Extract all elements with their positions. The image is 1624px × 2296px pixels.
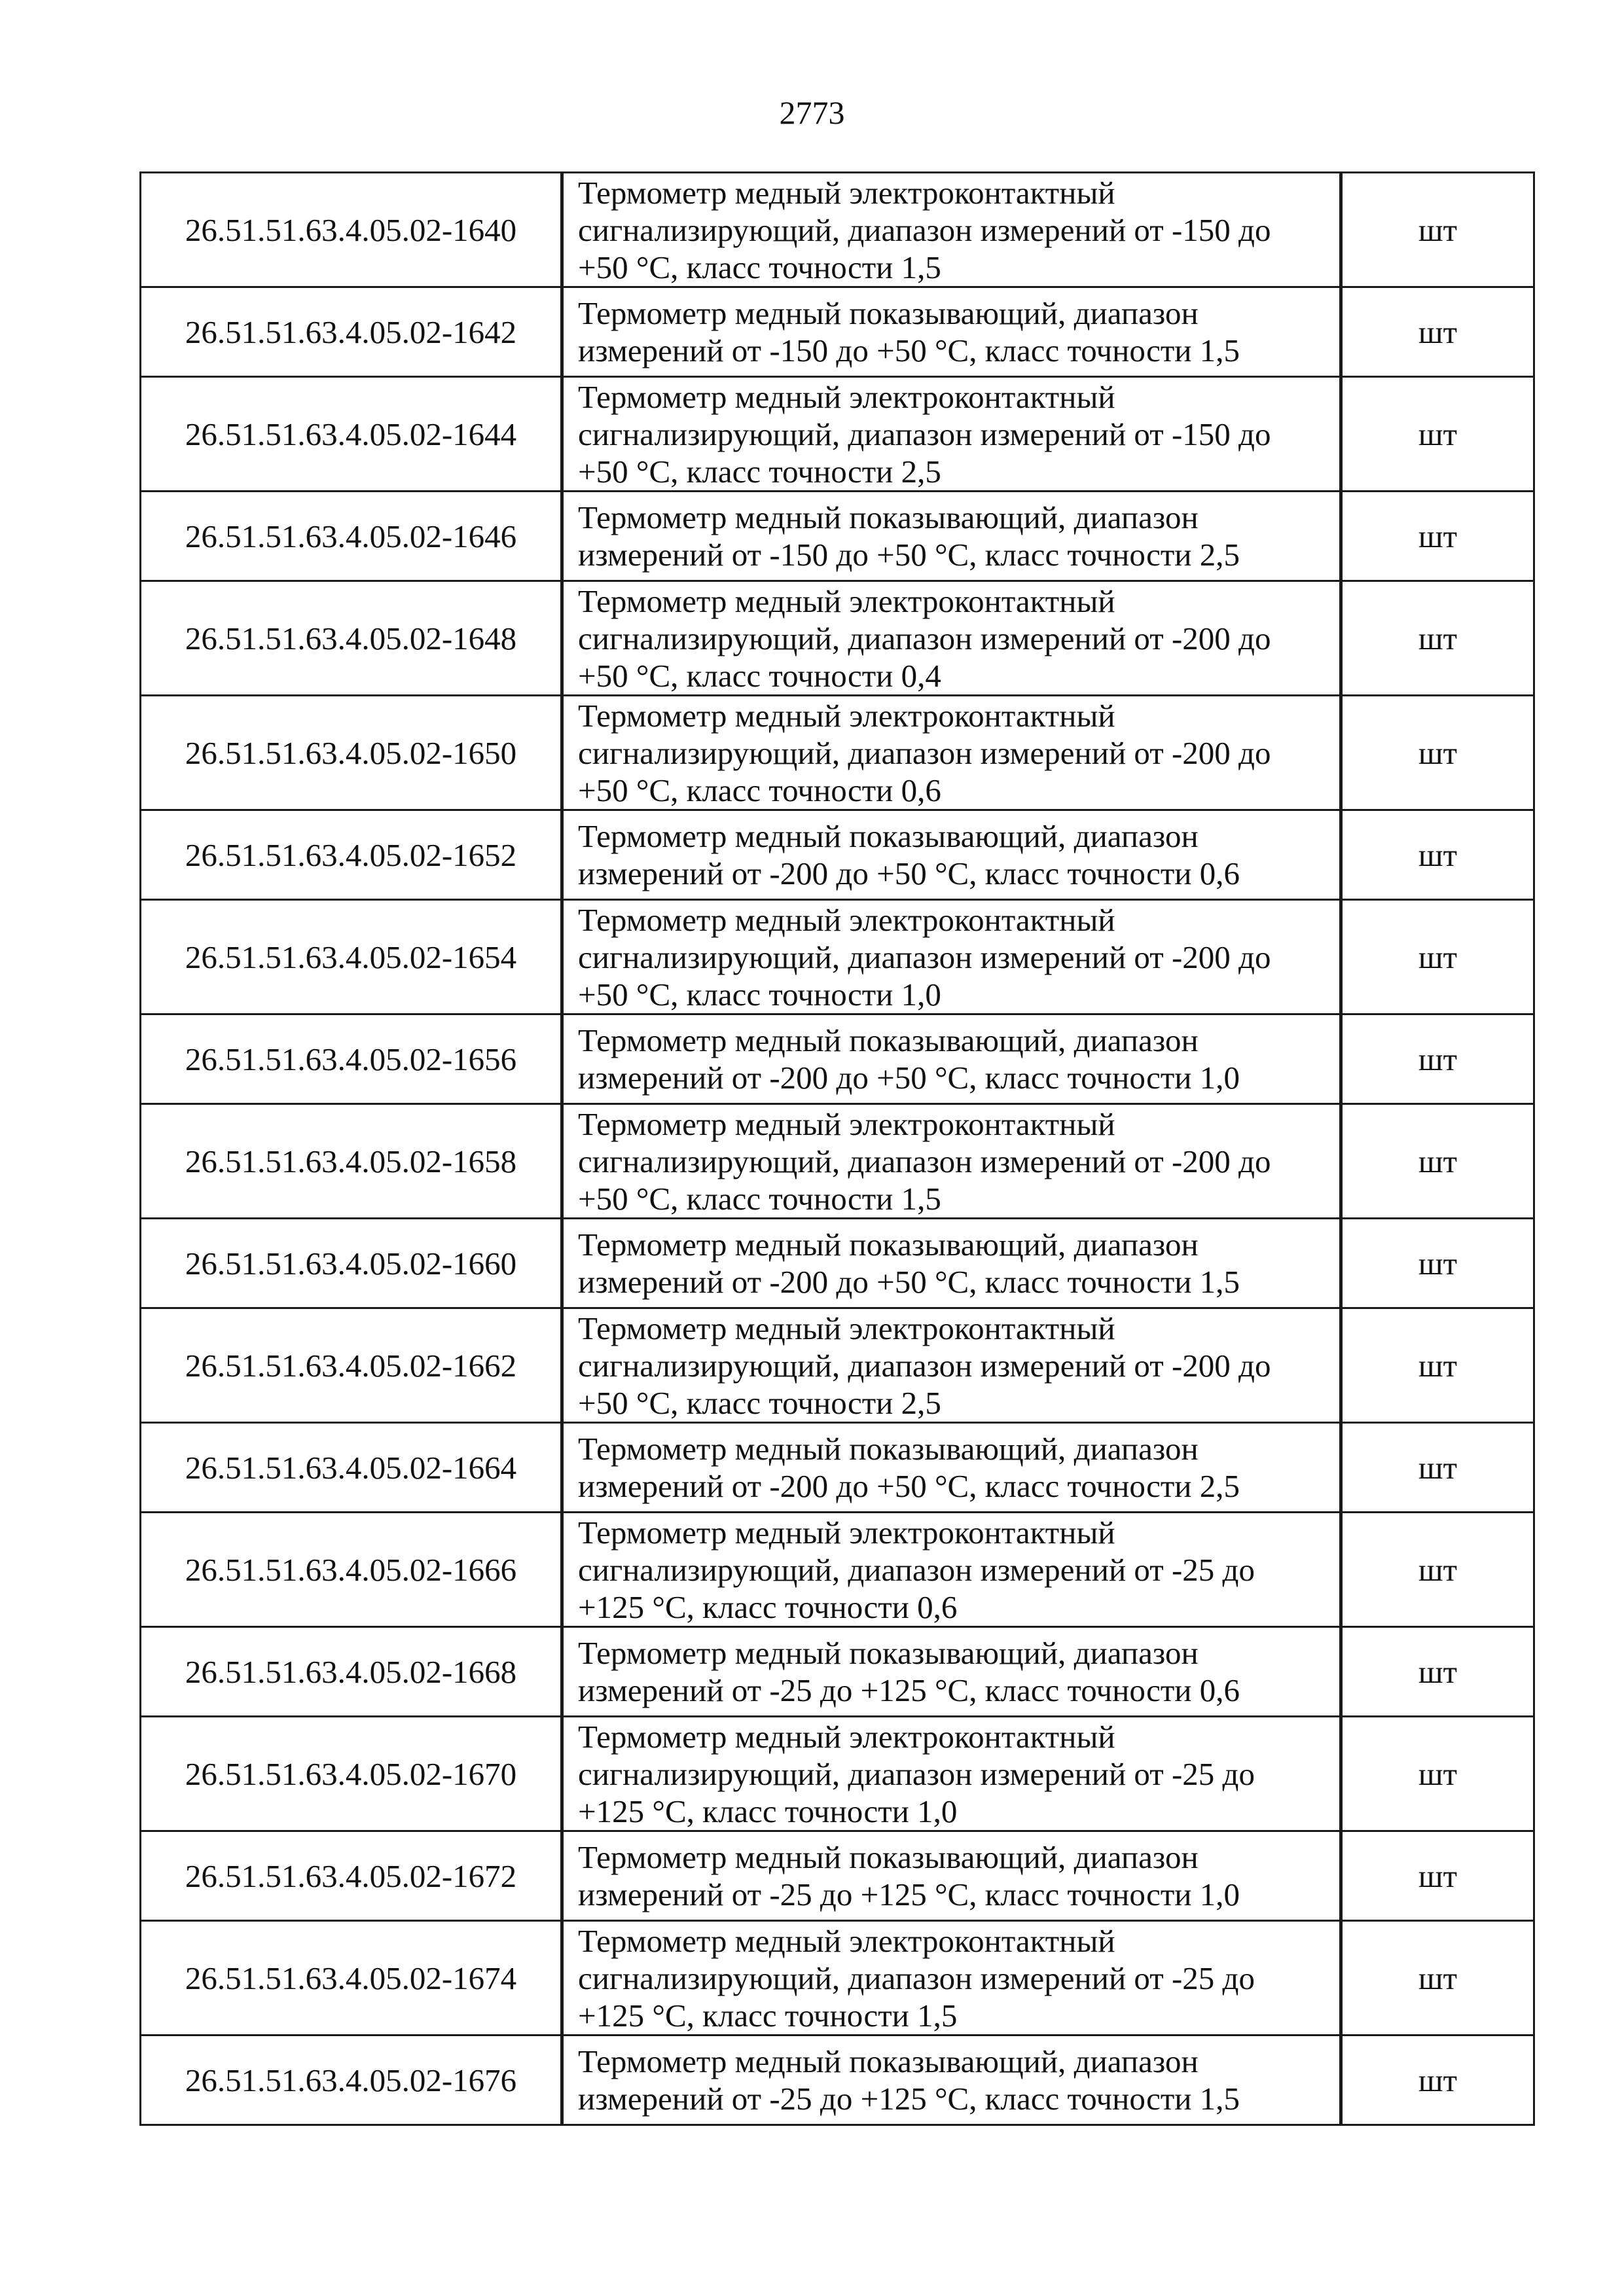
resource-code-cell: 26.51.51.63.4.05.02-1672 [141, 1831, 562, 1921]
resource-description-cell [562, 1513, 1341, 1627]
resource-description-cell [562, 1308, 1341, 1423]
resource-code-cell: 26.51.51.63.4.05.02-1644 [141, 377, 562, 492]
description-line: Термометр медный показывающий, диапазон [578, 818, 1199, 854]
description-line: Термометр медный показывающий, диапазон [578, 1227, 1199, 1263]
description-line: сигнализирующий, диапазон измерений от -25 до [578, 1755, 1255, 1792]
resource-code-cell: 26.51.51.63.4.05.02-1666 [141, 1513, 562, 1627]
resource-code-cell: 26.51.51.63.4.05.02-1656 [141, 1014, 562, 1104]
unit-cell: шт [1341, 1423, 1534, 1513]
resource-code-cell: 26.51.51.63.4.05.02-1662 [141, 1308, 562, 1423]
resource-description-cell [562, 287, 1341, 377]
resource-table [139, 171, 1535, 2126]
unit-cell: шт [1341, 492, 1534, 581]
table-row [141, 581, 1534, 696]
description-line: +50 °С, класс точности 0,4 [578, 657, 941, 694]
resource-code-cell: 26.51.51.63.4.05.02-1652 [141, 810, 562, 900]
description-line: сигнализирующий, диапазон измерений от -150 до [578, 211, 1271, 248]
description-line: Термометр медный электроконтактный [578, 378, 1115, 415]
description-line: измерений от -200 до +50 °С, класс точности 2,5 [578, 1468, 1240, 1504]
unit-cell: шт [1341, 1831, 1534, 1921]
description-line: сигнализирующий, диапазон измерений от -200 до [578, 620, 1271, 656]
unit-cell: шт [1341, 1014, 1534, 1104]
description-line: +50 °С, класс точности 2,5 [578, 453, 941, 490]
resource-code-cell: 26.51.51.63.4.05.02-1654 [141, 900, 562, 1014]
unit-cell: шт [1341, 1308, 1534, 1423]
unit-cell: шт [1341, 1717, 1534, 1831]
unit-cell: шт [1341, 173, 1534, 287]
description-line: сигнализирующий, диапазон измерений от -25 до [578, 1960, 1255, 1996]
page-number: 2773 [779, 94, 845, 131]
description-line: Термометр медный электроконтактный [578, 1718, 1115, 1755]
resource-description-cell [562, 1717, 1341, 1831]
description-line: +125 °С, класс точности 0,6 [578, 1588, 958, 1625]
description-line: Термометр медный показывающий, диапазон [578, 1431, 1199, 1467]
table-row [141, 2036, 1534, 2125]
unit-cell: шт [1341, 1219, 1534, 1308]
unit-cell: шт [1341, 377, 1534, 492]
table-row [141, 377, 1534, 492]
description-line: Термометр медный электроконтактный [578, 1514, 1115, 1551]
resource-description-cell [562, 810, 1341, 900]
description-line: сигнализирующий, диапазон измерений от -200 до [578, 1143, 1271, 1179]
table-row [141, 1717, 1534, 1831]
resource-code-cell: 26.51.51.63.4.05.02-1670 [141, 1717, 562, 1831]
description-line: Термометр медный электроконтактный [578, 174, 1115, 211]
table-row [141, 1831, 1534, 1921]
description-line: измерений от -200 до +50 °С, класс точности 1,0 [578, 1060, 1240, 1096]
unit-cell: шт [1341, 581, 1534, 696]
unit-cell: шт [1341, 2036, 1534, 2125]
resource-description-cell [562, 2036, 1341, 2125]
resource-code-cell: 26.51.51.63.4.05.02-1642 [141, 287, 562, 377]
description-line: измерений от -200 до +50 °С, класс точности 0,6 [578, 855, 1240, 891]
table-row [141, 1014, 1534, 1104]
resource-code-cell: 26.51.51.63.4.05.02-1650 [141, 696, 562, 810]
description-line: +50 °С, класс точности 1,5 [578, 1180, 941, 1217]
description-line: Термометр медный электроконтактный [578, 1922, 1115, 1959]
resource-code-cell: 26.51.51.63.4.05.02-1648 [141, 581, 562, 696]
resource-description-cell [562, 1104, 1341, 1219]
resource-code-cell: 26.51.51.63.4.05.02-1646 [141, 492, 562, 581]
description-line: сигнализирующий, диапазон измерений от -200 до [578, 939, 1271, 975]
table-row [141, 492, 1534, 581]
table-row [141, 810, 1534, 900]
description-line: Термометр медный показывающий, диапазон [578, 1022, 1199, 1058]
description-line: измерений от -200 до +50 °С, класс точности 1,5 [578, 1264, 1240, 1300]
description-line: +50 °С, класс точности 1,5 [578, 249, 941, 285]
description-line: сигнализирующий, диапазон измерений от -200 до [578, 1347, 1271, 1384]
table-row [141, 173, 1534, 287]
unit-cell: шт [1341, 1104, 1534, 1219]
resource-description-cell [562, 377, 1341, 492]
description-line: измерений от -25 до +125 °С, класс точности 1,0 [578, 1876, 1240, 1912]
description-line: +50 °С, класс точности 1,0 [578, 976, 941, 1013]
description-line: измерений от -25 до +125 °С, класс точности 0,6 [578, 1672, 1240, 1708]
unit-cell: шт [1341, 900, 1534, 1014]
description-line: Термометр медный показывающий, диапазон [578, 1635, 1199, 1671]
description-line: измерений от -25 до +125 °С, класс точности 1,5 [578, 2081, 1240, 2117]
table-body [141, 173, 1534, 2125]
description-line: сигнализирующий, диапазон измерений от -150 до [578, 416, 1271, 452]
table-row [141, 1308, 1534, 1423]
description-line: Термометр медный электроконтактный [578, 697, 1115, 734]
table-row [141, 1104, 1534, 1219]
resource-description-cell [562, 492, 1341, 581]
table-row [141, 1423, 1534, 1513]
unit-cell: шт [1341, 287, 1534, 377]
resource-description-cell [562, 173, 1341, 287]
description-line: сигнализирующий, диапазон измерений от -25 до [578, 1551, 1255, 1588]
table-row [141, 1219, 1534, 1308]
description-line: +50 °С, класс точности 0,6 [578, 772, 941, 808]
resource-code-cell: 26.51.51.63.4.05.02-1660 [141, 1219, 562, 1308]
unit-cell: шт [1341, 810, 1534, 900]
resource-description-cell [562, 1219, 1341, 1308]
description-line: +125 °С, класс точности 1,5 [578, 1997, 958, 2034]
unit-cell: шт [1341, 1921, 1534, 2036]
description-line: Термометр медный электроконтактный [578, 901, 1115, 938]
description-line: Термометр медный электроконтактный [578, 1105, 1115, 1142]
description-line: +125 °С, класс точности 1,0 [578, 1793, 958, 1829]
resource-code-cell: 26.51.51.63.4.05.02-1668 [141, 1627, 562, 1717]
table-row [141, 1513, 1534, 1627]
resource-description-cell [562, 1014, 1341, 1104]
unit-cell: шт [1341, 1513, 1534, 1627]
description-line: Термометр медный электроконтактный [578, 583, 1115, 619]
unit-cell: шт [1341, 696, 1534, 810]
resource-description-cell [562, 1921, 1341, 2036]
resource-code-cell: 26.51.51.63.4.05.02-1676 [141, 2036, 562, 2125]
description-line: Термометр медный показывающий, диапазон [578, 499, 1199, 535]
resource-description-cell [562, 1627, 1341, 1717]
table-row [141, 287, 1534, 377]
description-line: измерений от -150 до +50 °С, класс точности 1,5 [578, 332, 1240, 368]
description-line: Термометр медный показывающий, диапазон [578, 295, 1199, 331]
table-row [141, 1921, 1534, 2036]
description-line: Термометр медный показывающий, диапазон [578, 2043, 1199, 2079]
resource-code-cell: 26.51.51.63.4.05.02-1658 [141, 1104, 562, 1219]
table-row [141, 900, 1534, 1014]
resource-code-cell: 26.51.51.63.4.05.02-1664 [141, 1423, 562, 1513]
description-line: измерений от -150 до +50 °С, класс точности 2,5 [578, 537, 1240, 573]
resource-description-cell [562, 696, 1341, 810]
resource-description-cell [562, 581, 1341, 696]
resource-description-cell [562, 1423, 1341, 1513]
resource-description-cell [562, 1831, 1341, 1921]
description-line: сигнализирующий, диапазон измерений от -200 до [578, 734, 1271, 771]
description-line: +50 °С, класс точности 2,5 [578, 1384, 941, 1421]
resource-description-cell [562, 900, 1341, 1014]
table-row [141, 1627, 1534, 1717]
unit-cell: шт [1341, 1627, 1534, 1717]
description-line: Термометр медный электроконтактный [578, 1310, 1115, 1346]
description-line: Термометр медный показывающий, диапазон [578, 1839, 1199, 1875]
resource-code-cell: 26.51.51.63.4.05.02-1640 [141, 173, 562, 287]
table-row [141, 696, 1534, 810]
resource-code-cell: 26.51.51.63.4.05.02-1674 [141, 1921, 562, 2036]
